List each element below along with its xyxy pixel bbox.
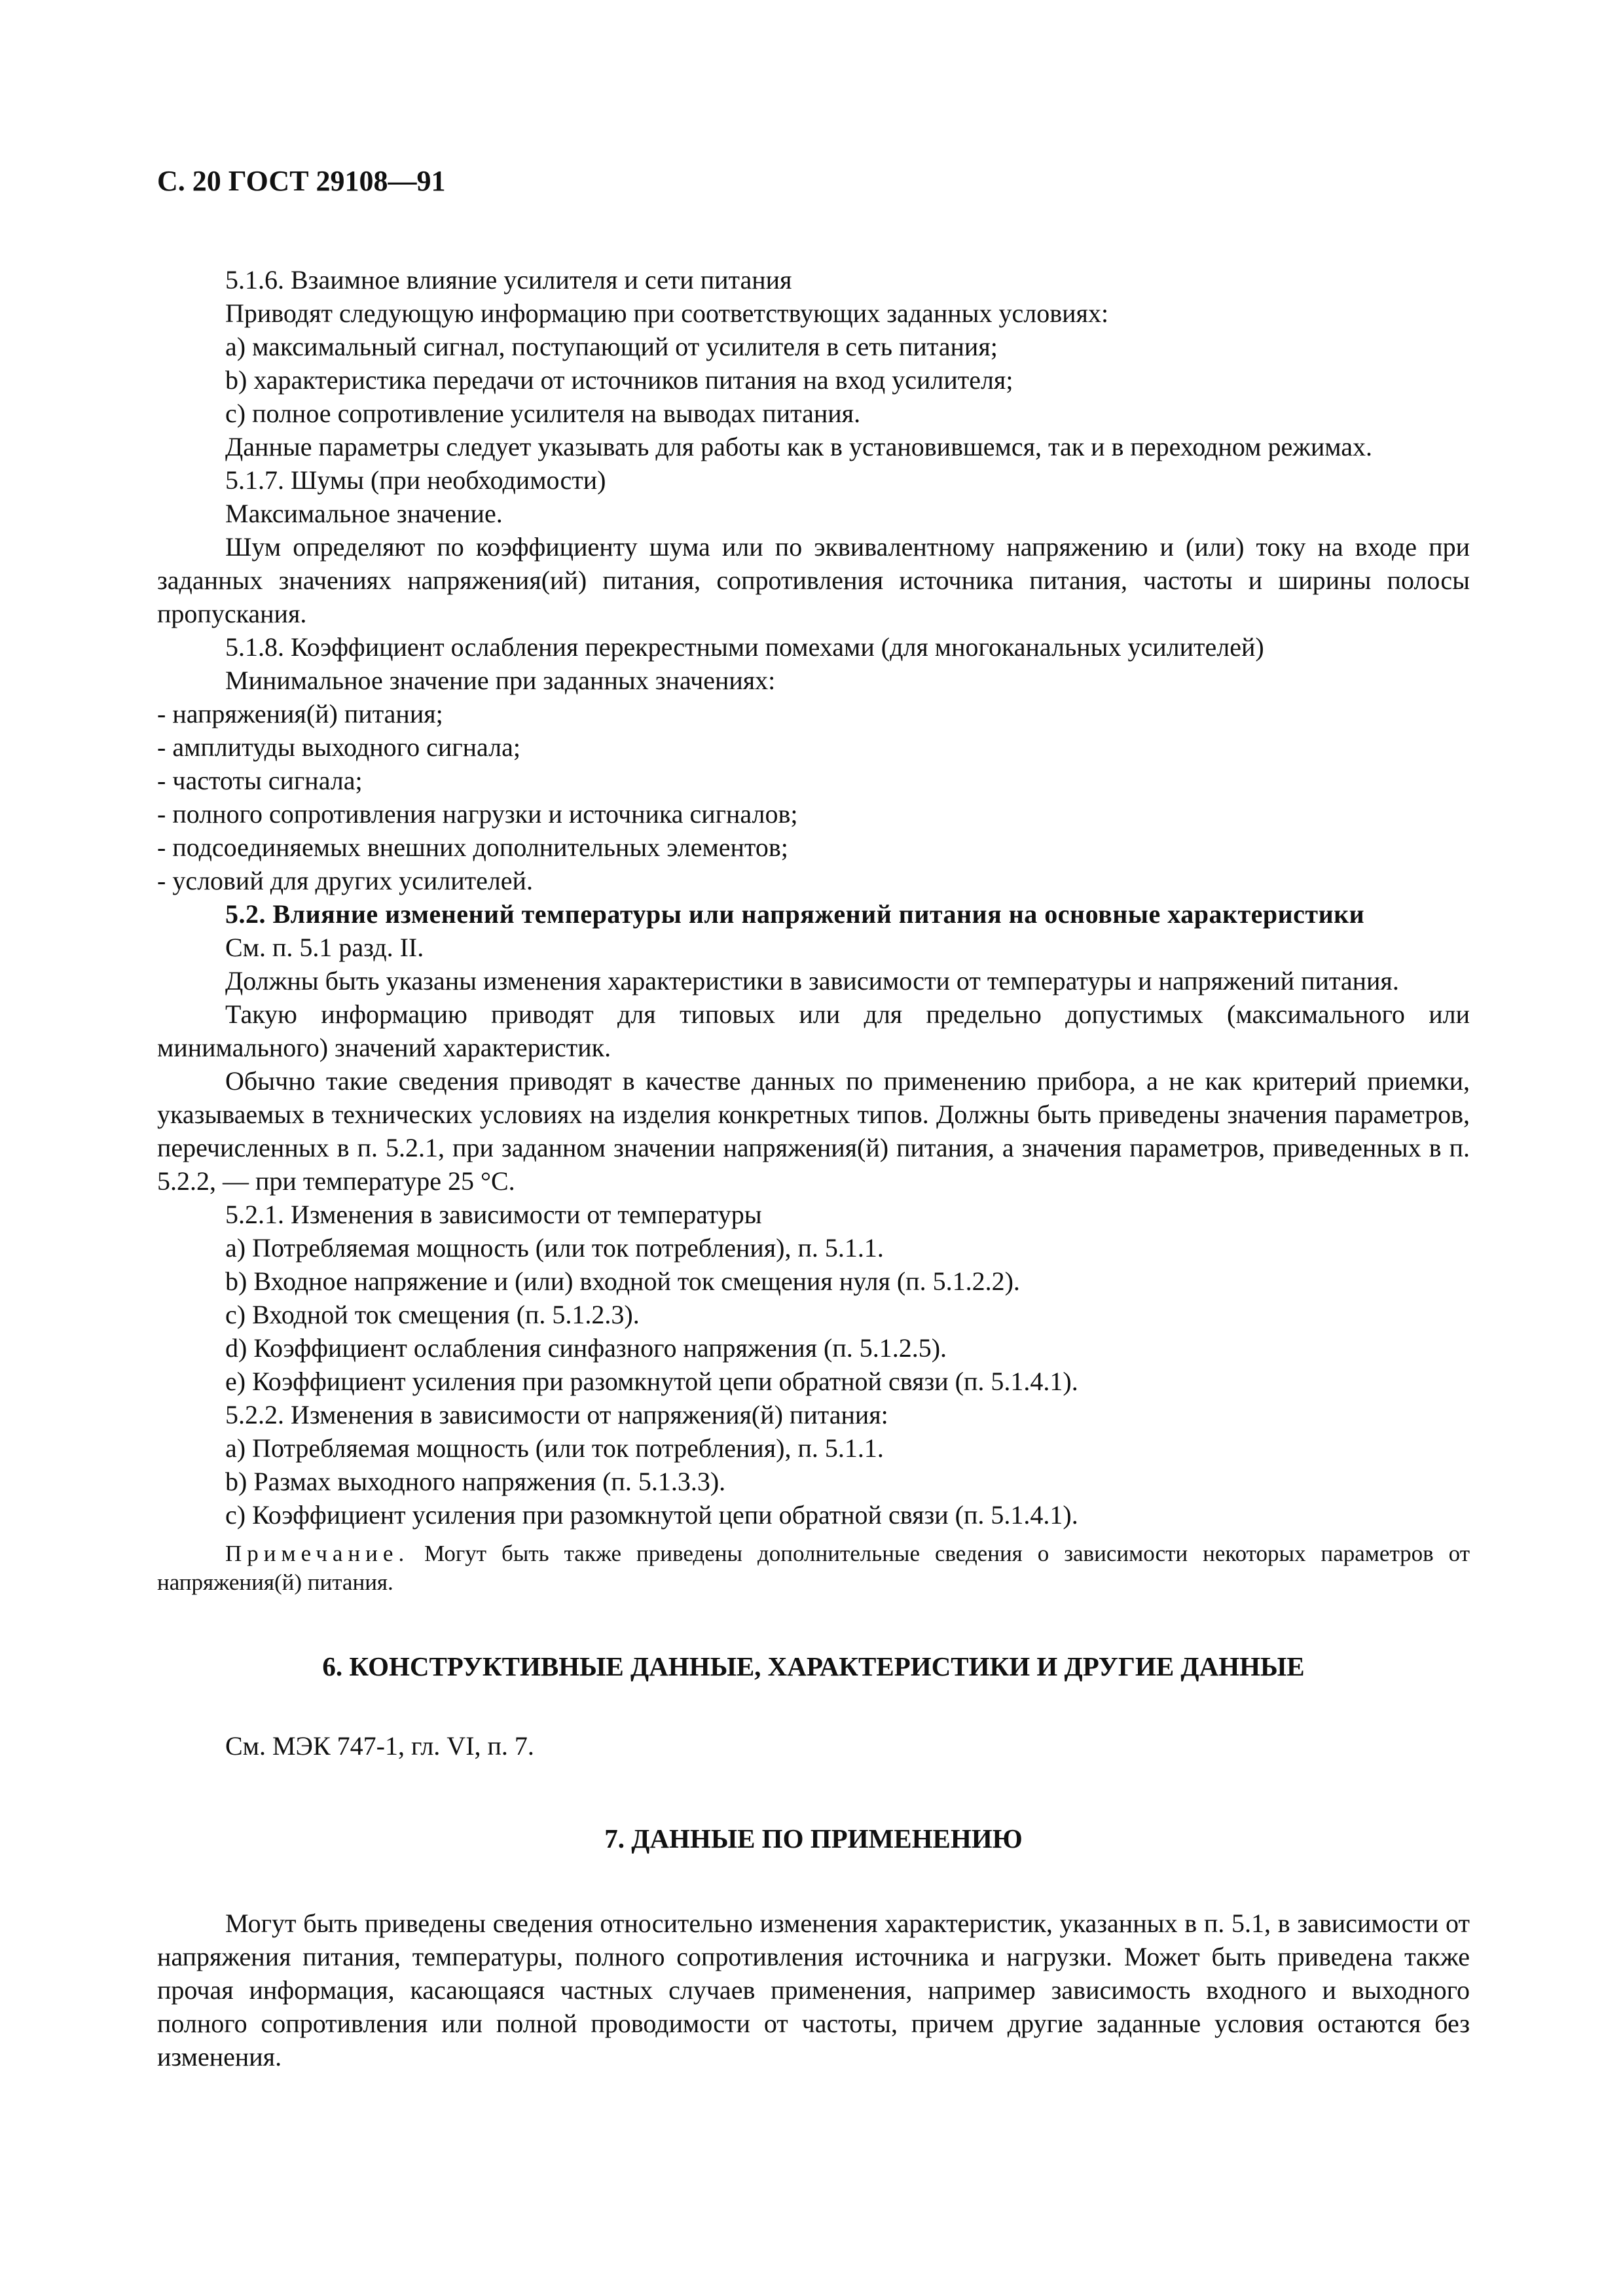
section-7-heading: 7. ДАННЫЕ ПО ПРИМЕНЕНИЮ [604,1823,1023,1854]
section-5-1-6-item-c: с) полное сопротивление усилителя на выводах питания. [225,399,861,428]
document-page [157,164,1470,2073]
list-item: а) Потребляемая мощность (или ток потребления), п. 5.1.1. [225,1433,884,1463]
section-5-2-see: См. п. 5.1 разд. II. [225,933,424,962]
section-5-1-7-value: Максимальное значение. [225,499,503,528]
list-item: - амплитуды выходного сигнала; [157,732,520,762]
section-7-text: Могут быть приведены сведения относительно изменения характеристик, указанных в п. 5.1, в зависимости от напряжения питания, температуры, полного сопротивления источника и нагрузки. Может быть приведена также прочая информация, касающаяся частных случаев применения, например зависимость входного и выходного полного сопротивления или полной проводимости от частоты, причем другие заданные условия остаются без изменения. [157,1909,1470,2072]
list-item: d) Коэффициент ослабления синфазного напряжения (п. 5.1.2.5). [225,1333,947,1363]
section-5-2-paragraph-3: Обычно такие сведения приводят в качестве данных по применению прибора, а не как критерий приемки, указываемых в технических условиях на изделия конкретных типов. Должны быть приведены значения параметров, перечисленных в п. 5.2.1, при заданном значении напряжения(й) питания, а значения параметров, приведенных в п. 5.2.2, — при температуре 25 °С. [157,1066,1470,1196]
list-item: - частоты сигнала; [157,766,363,795]
section-5-2-title: 5.2. Влияние изменений температуры или напряжений питания на основные характеристики [225,899,1365,929]
section-5-2-paragraph-1: Должны быть указаны изменения характеристики в зависимости от температуры и напряжений питания. [225,966,1399,996]
list-item: b) Размах выходного напряжения (п. 5.1.3.3). [225,1467,726,1496]
section-5-2-1-title: 5.2.1. Изменения в зависимости от температуры [225,1200,762,1229]
list-item: - напряжения(й) питания; [157,699,443,728]
list-item: е) Коэффициент усиления при разомкнутой цепи обратной связи (п. 5.1.4.1). [225,1367,1078,1396]
list-item: а) Потребляемая мощность (или ток потребления), п. 5.1.1. [225,1233,884,1263]
section-6-heading: 6. КОНСТРУКТИВНЫЕ ДАННЫЕ, ХАРАКТЕРИСТИКИ И ДРУГИЕ ДАННЫЕ [322,1651,1305,1681]
page-header: С. 20 ГОСТ 29108—91 [157,165,446,197]
section-5-1-6-note: Данные параметры следует указывать для работы как в установившемся, так и в переходном режимах. [225,432,1373,461]
note-paragraph [157,1539,1470,1597]
section-5-1-6-item-b: b) характеристика передачи от источников питания на вход усилителя; [225,365,1013,395]
section-5-1-6-intro: Приводят следующую информацию при соответствующих заданных условиях: [225,298,1109,328]
section-5-2-2-title: 5.2.2. Изменения в зависимости от напряжения(й) питания: [225,1400,888,1429]
section-5-1-7-text: Шум определяют по коэффициенту шума или по эквивалентному напряжению и (или) току на входе при заданных значениях напряжения(ий) питания, сопротивления источника питания, частоты и ширины полосы пропускания. [157,532,1470,628]
section-6-text: См. МЭК 747-1, гл. VI, п. 7. [225,1731,534,1761]
section-5-1-7-title: 5.1.7. Шумы (при необходимости) [225,465,606,495]
list-item: b) Входное напряжение и (или) входной ток смещения нуля (п. 5.1.2.2). [225,1266,1020,1296]
list-item: с) Коэффициент усиления при разомкнутой цепи обратной связи (п. 5.1.4.1). [225,1500,1078,1530]
section-5-1-8-title: 5.1.8. Коэффициент ослабления перекрестными помехами (для многоканальных усилителей) [225,632,1264,662]
list-item: - подсоединяемых внешних дополнительных элементов; [157,833,788,862]
list-item: с) Входной ток смещения (п. 5.1.2.3). [225,1300,640,1329]
section-5-2-paragraph-2: Такую информацию приводят для типовых или для предельно допустимых (максимального или минимального) значений характеристик. [157,999,1470,1062]
list-item: - условий для других усилителей. [157,866,533,895]
list-item: - полного сопротивления нагрузки и источника сигналов; [157,799,798,829]
section-5-1-6-item-a: а) максимальный сигнал, поступающий от усилителя в сеть питания; [225,332,998,361]
section-5-1-8-intro: Минимальное значение при заданных значениях: [225,666,776,695]
note-text: Могут быть также приведены дополнительные сведения о зависимости некоторых параметров от напряжения(й) питания. [157,1541,1470,1595]
section-5-1-6-title: 5.1.6. Взаимное влияние усилителя и сети питания [225,265,792,295]
note-label: Примечание. [225,1541,410,1566]
